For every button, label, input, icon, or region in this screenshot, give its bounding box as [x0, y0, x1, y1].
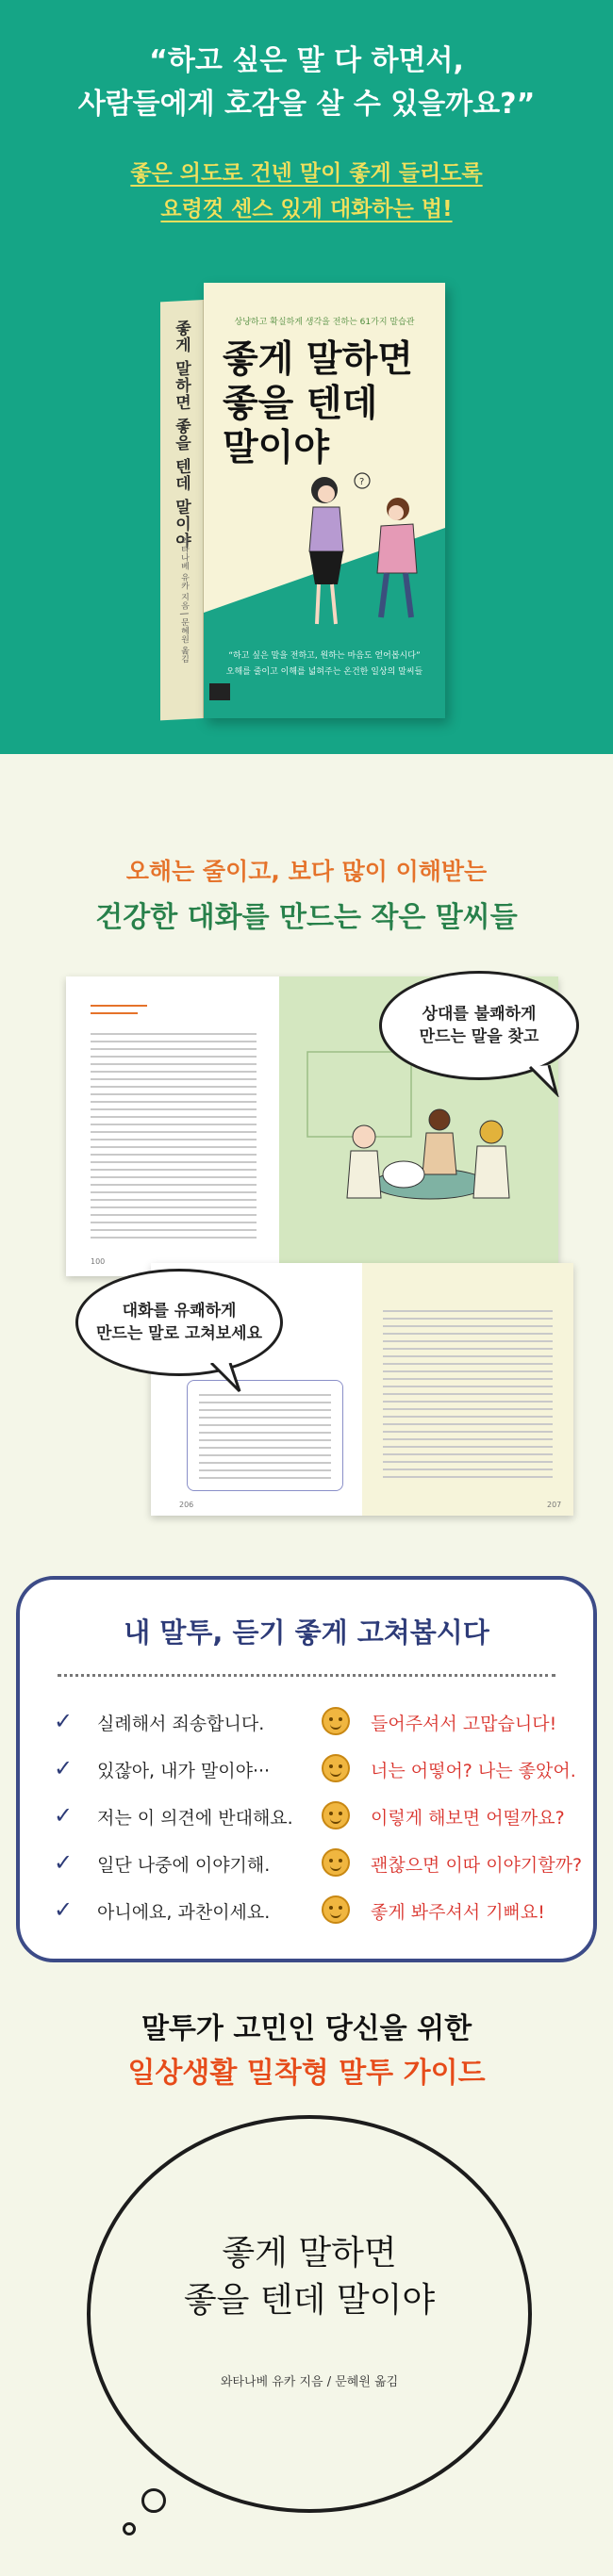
thought-bubble-title — [91, 2230, 528, 2324]
bubble2-tail-icon — [209, 1363, 247, 1395]
phrase-after: 괜찮으면 이따 이야기할까? — [371, 1855, 583, 1876]
thought-bubble — [87, 2115, 532, 2513]
thought-dot-small — [123, 2522, 136, 2535]
phrase-after: 너는 어떻어? 나는 좋았어. — [371, 1761, 576, 1781]
cover-title-line-3: 말이야 — [223, 427, 330, 469]
card-heading: 내 말투, 듣기 좋게 고쳐봅시다 — [124, 1616, 489, 1649]
closing-line-1: 말투가 고민인 당신을 위한 — [141, 2012, 472, 2045]
phrase-before: 저는 이 의견에 반대해요. — [97, 1808, 293, 1829]
thought-bubble-author: 와타나베 유카 지음 / 문혜원 옮김 — [220, 2375, 399, 2389]
phrase-after: 들어주셔서 고맙습니다! — [371, 1714, 557, 1734]
hero-subtitle — [0, 156, 613, 227]
check-icon: ✓ — [54, 1849, 74, 1876]
spine-title: 좋게 말하면 좋을 텐데 말이야 — [172, 319, 191, 550]
check-icon: ✓ — [54, 1755, 74, 1781]
page-heading-mark — [91, 1005, 147, 1007]
right-page-text-lines — [383, 1310, 553, 1484]
section2-heading-green: 건강한 대화를 만드는 작은 말씨들 — [95, 901, 518, 934]
phrase-before: 아니에요, 과찬이세요. — [97, 1902, 271, 1923]
cover-title-line-2: 좋을 텐데 — [223, 383, 378, 425]
hero-quote — [0, 40, 613, 126]
cover-illustration-women-icon — [287, 462, 428, 632]
book-spine — [160, 300, 204, 720]
body-text-lines — [91, 1033, 257, 1244]
card-divider — [58, 1674, 555, 1677]
cover-subquote: 오해를 줄이고 이해를 넓혀주는 온건한 일상의 말씨들 — [225, 667, 423, 677]
bubble1-line-1: 상대를 불쾌하게 — [422, 1005, 537, 1024]
cover-quote: “하고 싶은 말을 전하고, 원하는 마음도 얻어봅시다” — [228, 651, 421, 661]
hero-quote-line-1: “하고 싶은 말 다 하면서, — [149, 44, 464, 77]
check-icon: ✓ — [54, 1896, 74, 1923]
page-number-mid: 206 — [179, 1501, 194, 1509]
hero-bottom-band — [0, 754, 613, 829]
check-icon: ✓ — [54, 1802, 74, 1829]
phrase-row — [20, 1797, 593, 1834]
book-image — [160, 283, 445, 716]
publisher-logo — [209, 683, 230, 700]
phrase-row — [20, 1702, 593, 1740]
spine-author: 와타나베 유카 지음 | 문혜원 옮김 — [179, 535, 189, 664]
spread2-right-page — [362, 1263, 573, 1516]
example-box-lines — [199, 1394, 331, 1485]
cover-title-line-1: 좋게 말하면 — [223, 338, 413, 381]
smile-face-icon — [322, 1895, 350, 1924]
speech-bubble-2 — [75, 1269, 283, 1376]
cover-title — [223, 337, 439, 470]
page-heading-mark-2 — [91, 1012, 138, 1014]
phrase-after: 좋게 봐주셔서 기뻐요! — [371, 1902, 545, 1923]
page-number-left: 100 — [91, 1257, 106, 1266]
hero-quote-line-2: 사람들에게 호감을 살 수 있을까요?” — [77, 88, 536, 121]
hero-section — [0, 0, 613, 829]
phrase-row — [20, 1844, 593, 1881]
smile-face-icon — [322, 1754, 350, 1782]
bubble2-line-2: 만드는 말로 고쳐보세요 — [95, 1324, 263, 1343]
speech-bubble-1 — [379, 971, 579, 1080]
spread1-left-page — [66, 976, 279, 1276]
phrase-before: 일단 나중에 이야기해. — [97, 1855, 271, 1876]
thought-dot-large — [141, 2488, 166, 2513]
bubble1-tail-icon — [528, 1065, 566, 1097]
check-icon: ✓ — [54, 1708, 74, 1734]
bubble1-line-2: 만드는 말을 찾고 — [419, 1027, 539, 1046]
closing-line-2: 일상생활 밀착형 말투 가이드 — [127, 2057, 486, 2090]
phrase-comparison-card — [16, 1576, 597, 1962]
page-number-right: 207 — [547, 1501, 562, 1509]
thought-title-line-1: 좋게 말하면 — [222, 2234, 397, 2272]
phrase-after: 이렇게 해보면 어떨까요? — [371, 1808, 565, 1829]
phrase-before: 실례해서 죄송합니다. — [97, 1714, 265, 1734]
smile-face-icon — [322, 1848, 350, 1877]
smile-face-icon — [322, 1801, 350, 1829]
section2-heading-orange: 오해는 줄이고, 보다 많이 이해받는 — [125, 858, 488, 885]
hero-subtitle-line-1: 좋은 의도로 건넨 말이 좋게 들리도록 — [130, 161, 483, 186]
phrase-row — [20, 1749, 593, 1787]
cover-tagline: 상냥하고 확실하게 생각을 전하는 61가지 말습관 — [234, 318, 415, 327]
phrase-row — [20, 1891, 593, 1928]
bubble2-line-1: 대화를 유쾌하게 — [122, 1302, 237, 1321]
book-cover — [204, 283, 445, 718]
hero-subtitle-line-2: 요령껏 센스 있게 대화하는 법! — [160, 197, 453, 222]
thought-title-line-2: 좋을 텐데 말이야 — [183, 2281, 436, 2320]
smile-face-icon — [322, 1707, 350, 1735]
example-box — [187, 1380, 343, 1491]
phrase-before: 있잖아, 내가 말이야··· — [97, 1761, 271, 1781]
svg-text:?: ? — [359, 477, 365, 487]
